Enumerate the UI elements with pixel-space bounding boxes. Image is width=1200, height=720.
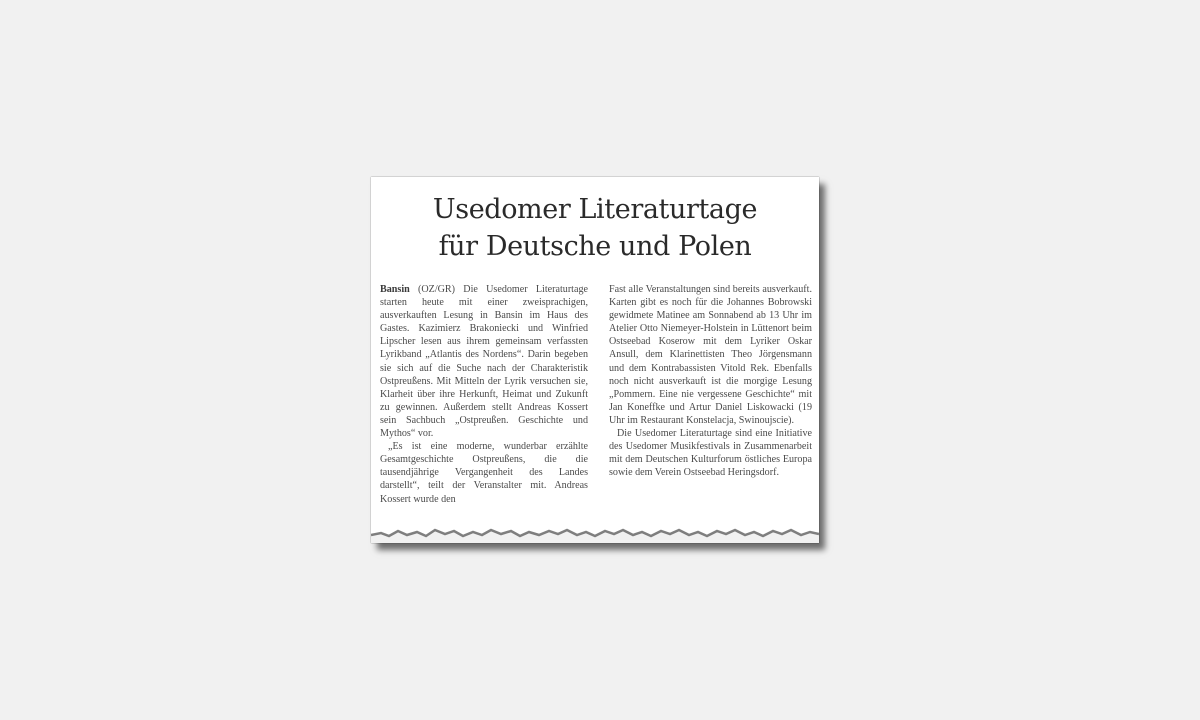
paragraph: Fast alle Veranstaltungen sind bereits ausverkauft. Karten gibt es noch für die Johannes Bobrowski gewidmete Matinee am Sonnabend ab 13 Uhr im Atelier Otto Niemeyer-Holstein in Lüttenort beim Ostseebad Koserow mit dem Lyriker Oskar Ansull, dem Klarinettisten Theo Jörgensmann und dem Kontrabassisten Vitold Rek. Ebenfalls noch nicht ausverkauft ist die morgige Lesung „Pommern. Eine nie vergessene Geschichte“ mit Jan Koneffke und Artur Daniel Liskowacki (19 Uhr im Restaurant Konstelacja, Swinoujscie). [609,284,812,426]
dateline: Bansin [380,284,410,295]
headline-line-1: Usedomer Literaturtage [432,194,758,225]
paragraph: Die Usedomer Literaturtage sind eine Initiative des Usedomer Musikfestivals in Zusammenarbeit mit dem Deutschen Kulturforum östliches Europa sowie dem Verein Ostseebad Heringsdorf. [609,428,812,479]
newspaper-clipping [371,177,819,543]
article-column-left [380,283,588,506]
article-headline [371,191,819,265]
article-column-right [609,283,812,479]
headline-line-2: für Deutsche und Polen [438,231,752,262]
paragraph [380,283,588,440]
paragraph-text: (OZ/GR) Die Usedomer Literaturtage starten heute mit einer zweisprachigen, ausverkauften Lesung in Bansin im Haus des Gastes. Kazimierz Brakoniecki und Winfried Lipscher lesen aus ihrem gemeinsam verfassten Lyrikband „Atlantis des Nordens“. Darin begeben sie sich auf die Suche nach der Charakteristik Ostpreußens. Mit Mitteln der Lyrik versuchen sie, Klarheit über ihre Herkunft, Heimat und Zukunft zu gewinnen. Außerdem stellt Andreas Kossert sein Sachbuch „Ostpreußen. Geschichte und Mythos“ vor. [380,284,588,440]
torn-paper-edge [371,521,819,543]
paragraph: „Es ist eine moderne, wunderbar erzählte Gesamtgeschichte Ostpreußens, die die tausendjährige Vergangenheit des Landes darstellt“, teilt der Veranstalter mit. Andreas Kossert wurde den [380,441,588,505]
